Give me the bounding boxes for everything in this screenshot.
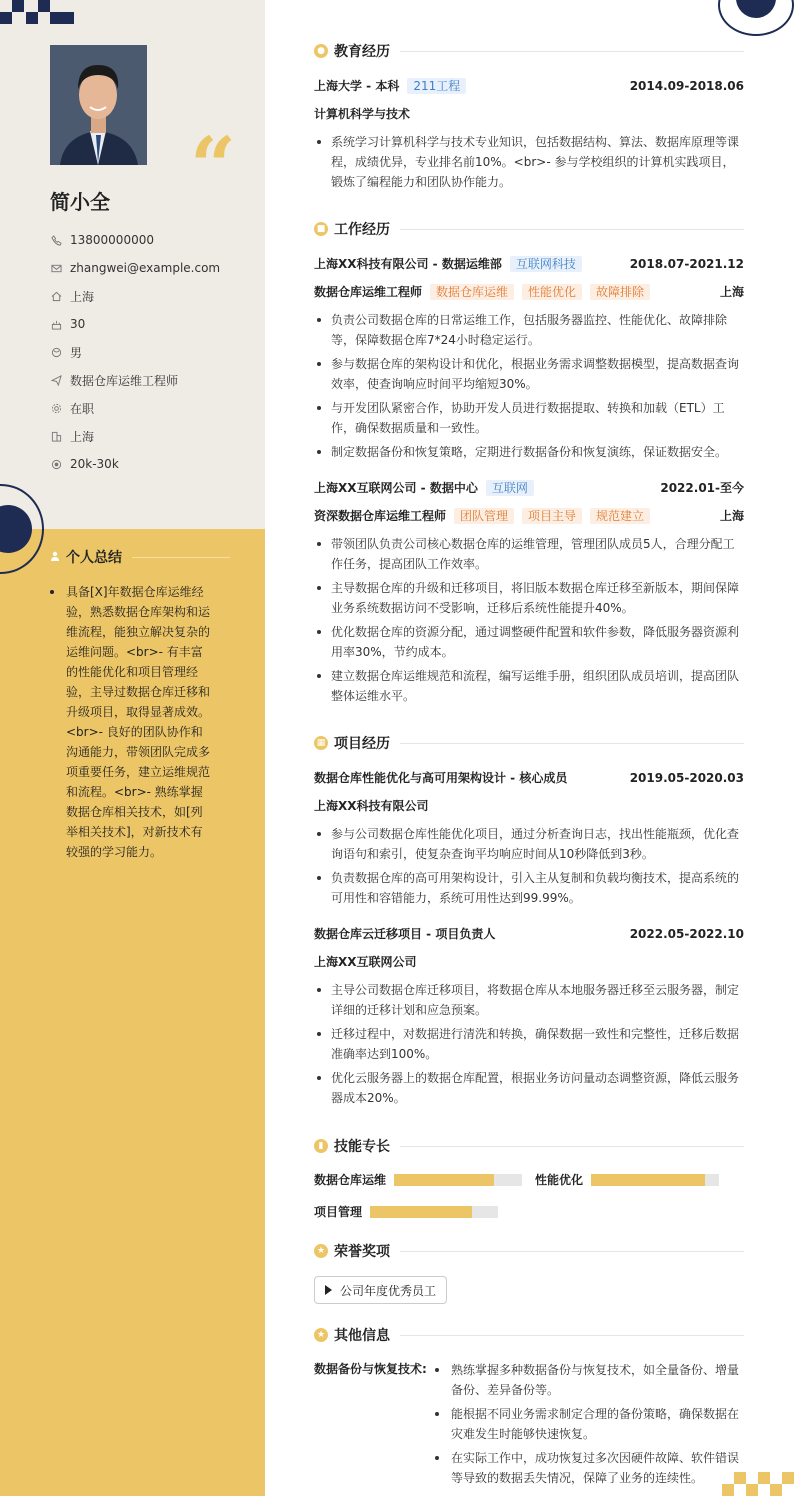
phone-value: 13800000000 (70, 233, 154, 247)
job-1-header (314, 255, 744, 272)
project-2-header (314, 925, 744, 942)
cake-icon (50, 318, 62, 330)
phone-icon (50, 234, 62, 246)
mail-icon (50, 262, 62, 274)
list-item: 制定数据备份和恢复策略，定期进行数据备份和恢复演练，保证数据安全。 (314, 442, 744, 462)
job-1-role-row (314, 283, 744, 300)
email-value: zhangwei@example.com (70, 261, 221, 275)
contact-info (50, 226, 220, 478)
skills-title: 技能专长 (334, 1139, 390, 1155)
job-1-bullets (314, 310, 744, 466)
work-heading (314, 219, 744, 239)
education-icon: ● (314, 44, 328, 58)
position-value: 数据仓库运维工程师 (70, 373, 179, 388)
checker-decoration-top (0, 0, 76, 24)
gear-icon (50, 402, 62, 414)
job-1-tag: 性能优化 (522, 284, 582, 300)
project-2-company-row (314, 953, 744, 970)
gender-value: 男 (70, 345, 83, 360)
coin-icon (50, 458, 62, 470)
city-value: 上海 (70, 429, 95, 444)
list-item: 在实际工作中，成功恢复过多次因硬件故障、软件错误等导致的数据丢失情况，保障了业务的连续性。 (432, 1448, 744, 1488)
skill-name: 数据仓库运维 (314, 1173, 387, 1187)
job-1-tag: 故障排除 (590, 284, 650, 300)
project-2-period: 2022.05-2022.10 (629, 926, 744, 941)
job-2-company: 上海XX互联网公司 - 数据中心 (314, 481, 478, 495)
other-bullets (432, 1360, 744, 1492)
chart-icon: ▮ (314, 1139, 328, 1153)
position-row (50, 366, 220, 394)
project-2-company: 上海XX互联网公司 (314, 955, 417, 969)
skill-item (314, 1203, 498, 1220)
project-1-company-row (314, 797, 744, 814)
awards-title: 荣誉奖项 (334, 1244, 390, 1260)
project-1-company: 上海XX科技有限公司 (314, 799, 429, 813)
age-row (50, 310, 220, 338)
major: 计算机科学与技术 (314, 107, 411, 121)
other-label: 数据备份与恢复技术: (314, 1362, 427, 1376)
other-title: 其他信息 (334, 1328, 390, 1344)
list-item: 能根据不同业务需求制定合理的备份策略，确保数据在灾难发生时能够快速恢复。 (432, 1404, 744, 1444)
job-2-city: 上海 (719, 509, 744, 523)
summary-text: 具备[X]年数据仓库运维经验，熟悉数据仓库架构和运维流程，能独立解决复杂的运维问题。<br>- 有丰富的性能优化和项目管理经验，主导过数据仓库迁移和升级项目，取得显著成效。<br>- 良好的团队协作和沟通能力，带领团队完成多项重要任务，建立运维规范和流程。<br>- 熟练掌握数据仓库相关技术，如[列举相关技术]，对新技术有较强的学习能力。 (50, 582, 214, 862)
project-1-period: 2019.05-2020.03 (629, 770, 744, 785)
profile-name: 简小全 (50, 190, 110, 214)
list-item: 负责数据仓库的高可用架构设计，引入主从复制和负载均衡技术，提高系统的可用性和容错能力，系统可用性达到99.99%。 (314, 868, 744, 908)
job-2-tag: 团队管理 (454, 508, 514, 524)
play-icon (325, 1285, 332, 1295)
school-tag: 211工程 (407, 78, 466, 94)
skill-item (535, 1171, 719, 1188)
skills-heading (314, 1136, 744, 1156)
skill-item (314, 1171, 522, 1188)
status-row (50, 394, 220, 422)
list-item: 负责公司数据仓库的日常运维工作，包括服务器监控、性能优化、故障排除等，保障数据仓库7*24小时稳定运行。 (314, 310, 744, 350)
location-value: 上海 (70, 289, 95, 304)
list-item: 系统学习计算机科学与技术专业知识，包括数据结构、算法、数据库原理等课程，成绩优异，专业排名前10%。<br>- 参与学校组织的计算机实践项目，锻炼了编程能力和团队协作能力。 (314, 132, 744, 192)
info-icon: ★ (314, 1328, 328, 1342)
email-row (50, 254, 220, 282)
job-1-city: 上海 (719, 285, 744, 299)
project-1-header (314, 769, 744, 786)
job-2-industry: 互联网 (486, 480, 534, 496)
list-item: 优化云服务器上的数据仓库配置，根据业务访问量动态调整资源，降低云服务器成本20%。 (314, 1068, 744, 1108)
education-title: 教育经历 (334, 44, 390, 60)
project-2-name: 数据仓库云迁移项目 - 项目负责人 (314, 927, 496, 941)
gender-icon (50, 346, 62, 358)
list-item: 主导数据仓库的升级和迁移项目，将旧版本数据仓库迁移至新版本，期间保障业务系统数据访问不受影响，迁移后系统性能提升40%。 (314, 578, 744, 618)
award-name: 公司年度优秀员工 (340, 1283, 437, 1298)
salary-value: 20k-30k (70, 457, 119, 471)
job-2-tag: 规范建立 (590, 508, 650, 524)
list-item: 参与公司数据仓库性能优化项目，通过分析查询日志，找出性能瓶颈，优化查询语句和索引，使复杂查询平均响应时间从10秒降低到3秒。 (314, 824, 744, 864)
list-item: 主导公司数据仓库迁移项目，将数据仓库从本地服务器迁移至云服务器，制定详细的迁移计划和应急预案。 (314, 980, 744, 1020)
phone-row (50, 226, 220, 254)
list-item: 带领团队负责公司核心数据仓库的运维管理，管理团队成员5人，合理分配工作任务，提高团队工作效率。 (314, 534, 744, 574)
list-item: 建立数据仓库运维规范和流程，编写运维手册，组织团队成员培训，提高团队整体运维水平。 (314, 666, 744, 706)
list-item: 优化数据仓库的资源分配，通过调整硬件配置和软件参数，降低服务器资源利用率30%，节约成本。 (314, 622, 744, 662)
other-heading (314, 1325, 744, 1345)
projects-heading (314, 733, 744, 753)
job-1-period: 2018.07-2021.12 (629, 256, 744, 271)
job-1-industry: 互联网科技 (510, 256, 582, 272)
job-2-role: 资深数据仓库运维工程师 (314, 509, 447, 523)
skill-bar-fill (370, 1206, 472, 1218)
job-2-role-row (314, 507, 744, 524)
education-bullets (314, 132, 744, 196)
project-1-bullets (314, 824, 744, 912)
summary-list (50, 582, 214, 862)
ring-decoration-top-right (718, 0, 794, 36)
skill-bar-fill (394, 1174, 494, 1186)
awards-heading (314, 1241, 744, 1261)
gender-row (50, 338, 220, 366)
project-1-name: 数据仓库性能优化与高可用架构设计 - 核心成员 (314, 771, 568, 785)
work-title: 工作经历 (334, 222, 390, 238)
job-2-bullets (314, 534, 744, 710)
award-item (314, 1276, 447, 1304)
grid-icon: ▦ (314, 736, 328, 750)
avatar (50, 45, 147, 165)
job-2-tag: 项目主导 (522, 508, 582, 524)
person-icon (50, 551, 60, 564)
location-row (50, 282, 220, 310)
city-row (50, 422, 220, 450)
list-item: 参与数据仓库的架构设计和优化，根据业务需求调整数据模型，提高数据查询效率，使查询响应时间平均缩短30%。 (314, 354, 744, 394)
list-item: 熟练掌握多种数据备份与恢复技术，如全量备份、增量备份、差异备份等。 (432, 1360, 744, 1400)
job-2-header (314, 479, 744, 496)
status-value: 在职 (70, 401, 95, 416)
send-icon (50, 374, 62, 386)
skill-name: 性能优化 (535, 1173, 584, 1187)
skill-bar (394, 1174, 522, 1186)
job-1-tag: 数据仓库运维 (430, 284, 514, 300)
summary-title: 个人总结 (66, 550, 122, 566)
list-item: 与开发团队紧密合作，协助开发人员进行数据提取、转换和加载（ETL）工作，确保数据质量和一致性。 (314, 398, 744, 438)
skill-bar (591, 1174, 719, 1186)
briefcase-icon: ■ (314, 222, 328, 236)
education-period: 2014.09-2018.06 (629, 78, 744, 93)
skill-bar (370, 1206, 498, 1218)
age-value: 30 (70, 317, 86, 331)
job-2-period: 2022.01-至今 (660, 481, 744, 495)
summary-heading (50, 547, 230, 567)
home-icon (50, 290, 62, 302)
job-1-role: 数据仓库运维工程师 (314, 285, 423, 299)
list-item: 迁移过程中，对数据进行清洗和转换，确保数据一致性和完整性，迁移后数据准确率达到100%。 (314, 1024, 744, 1064)
education-heading (314, 41, 744, 61)
job-1-company: 上海XX科技有限公司 - 数据运维部 (314, 257, 502, 271)
building-icon (50, 430, 62, 442)
salary-row (50, 450, 220, 478)
skill-bar-fill (591, 1174, 705, 1186)
projects-title: 项目经历 (334, 736, 390, 752)
education-row (314, 77, 744, 94)
trophy-icon: ★ (314, 1244, 328, 1258)
project-2-bullets (314, 980, 744, 1112)
major-row (314, 105, 744, 122)
skill-name: 项目管理 (314, 1205, 363, 1219)
school-name: 上海大学 - 本科 (314, 79, 400, 93)
quote-mark-icon: “ (190, 119, 237, 213)
